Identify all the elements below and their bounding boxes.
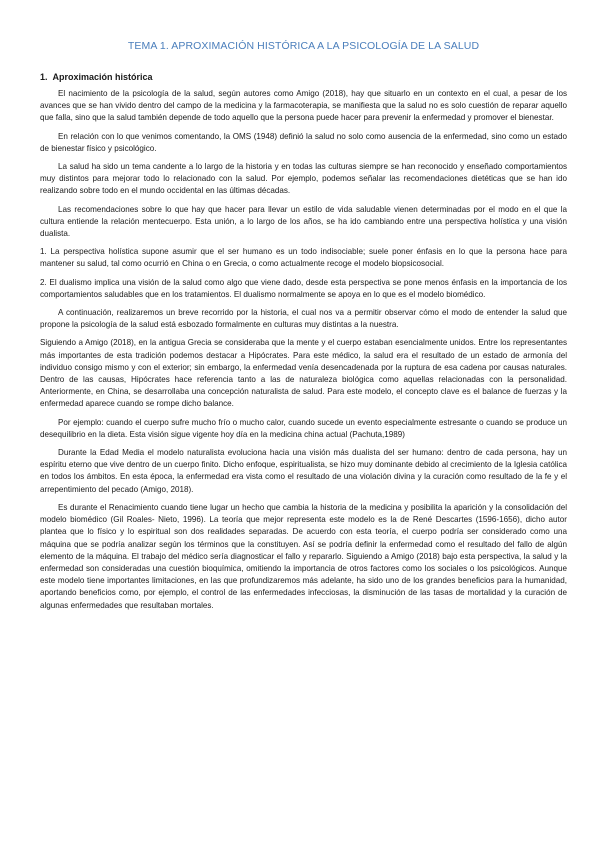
paragraph-oms: En relación con lo que venimos comentando, la OMS (1948) definió la salud no solo como ausencia de la enfermedad, sino como un estado de bienestar físico y psicológico. bbox=[40, 131, 567, 153]
paragraph-example: Por ejemplo: cuando el cuerpo sufre mucho frío o mucho calor, cuando sucede un evento especialmente estresante o cuando se produce un desequilibrio en la dieta. Esta visión sigue vigente hoy día en la medicina china actual (Pachuta,1989) bbox=[40, 417, 567, 439]
paragraph-renaissance: Es durante el Renacimiento cuando tiene lugar un hecho que cambia la historia de la medicina y posibilita la aparición y la consolidación del modelo biomédico (Gil Roales- Nieto, 1996). La teoría que mejor representa este modelo es la de René Descartes (1596-1656), dicho autor plantea que lo físico y lo espiritual son dos realidades separadas. De acuerdo con esta teoría, el cuerpo podría ser considerado como una máquina que se podría analizar según los términos que la constituyen. Así se podría definir la enfermedad como el resultado del fallo de algún elemento de la máquina. El trabajo del médico sería diagnosticar el fallo y repararlo. Siguiendo a Amigo (2018) bajo esta perspectiva, la salud y la enfermedad son consideradas una cuestión bioquímica, omitiendo la importancia de otros factores como los sociales o los psicológicos. Aunque este modelo tiene importantes limitaciones, en las que profundizaremos más adelante, ha sido uno de los grandes beneficios para la humanidad, aportando beneficios como, por ejemplo, el control de las enfermedades infecciosas, la disminución de las tasas de mortalidad y la curación de algunas enfermedades que resultaban mortales. bbox=[40, 502, 567, 610]
section-number: 1. bbox=[40, 72, 48, 82]
document-title: TEMA 1. APROXIMACIÓN HISTÓRICA A LA PSICOLOGÍA DE LA SALUD bbox=[127, 40, 480, 52]
paragraph-recommendations: Las recomendaciones sobre lo que hay que hacer para llevar un estilo de vida saludable vienen determinadas por el modo en el que la cultura entiende la relación mentecuerpo. Esta unión, a lo largo de los años, se ha ido cambiando entre una perspectiva holística y una visión dualista. bbox=[40, 204, 567, 239]
paragraph-history: La salud ha sido un tema candente a lo largo de la historia y en todas las culturas siempre se han reconocido y enseñado comportamientos muy distintos para mejorar todo lo relacionado con la salud. Por ejemplo, podemos señalar las recomendaciones dietéticas que se han ido realizando sobre todo en el mundo occidental en las últimas décadas. bbox=[40, 162, 567, 196]
paragraph-continuation: A continuación, realizaremos un breve recorrido por la historia, el cual nos va a permitir observar cómo el modo de entender la salud que propone la psicología de la salud está esbozado formalmente en culturas muy distintas a la nuestra. bbox=[40, 308, 567, 330]
section-heading-text: Aproximación histórica bbox=[52, 72, 153, 82]
paragraph-greece: Siguiendo a Amigo (2018), en la antigua Grecia se consideraba que la mente y el cuerpo estaban esencialmente unidos. Entre los representantes más importantes de esta tradición podemos destacar a Hipócrates. Para este médico, la salud era el resultado de un estado de armonía del individuo consigo mismo y con el exterior; sin embargo, la enfermedad venía desencadenada por la ruptura de esa cadena por causas naturales. Dentro de las causas, Hipócrates hace referencia tanto a las de naturaleza biológica como aquellas relacionadas con la personalidad. Anteriormente, en China, se desarrollaba una concepción naturalista de salud. Para este modelo, el concepto clave es el balance de fuerzas y la enfermedad aparece cuando se rompe dicho balance. bbox=[40, 338, 567, 409]
paragraph-origin: El nacimiento de la psicología de la salud, según autores como Amigo (2018), hay que situarlo en un contexto en el cual, a pesar de los avances que se han vivido dentro del campo de la medicina y la farmacoterapia, se manifiesta que la salud no es solo cuestión de reparar aquello que falla, sino que la salud también depende de todo aquello que la persona puede hacer para prevenir la enfermedad y promover el bienestar. bbox=[40, 89, 567, 123]
paragraph-dualism: 2. El dualismo implica una visión de la salud como algo que viene dado, desde esta perspectiva se pone menos énfasis en la importancia de los comportamientos saludables que en los tratamientos. El dualismo normalmente se apoya en lo que es el modelo biomédico. bbox=[40, 277, 567, 299]
paragraph-holistic: 1. La perspectiva holística supone asumir que el ser humano es un todo indisociable; suele poner énfasis en lo que la persona hace para mantener su salud, tal como ocurrió en China o en Grecia, o como actualmente recoge el modelo biopsicosocial. bbox=[40, 247, 567, 269]
section-heading bbox=[40, 72, 567, 82]
paragraph-middle-ages: Durante la Edad Media el modelo naturalista evoluciona hacia una visión más dualista del ser humano: dentro de cada persona, hay un espíritu eterno que vive dentro de un cuerpo finito. Dicho enfoque, espiritualista, se hizo muy dominante debido al crecimiento de la Iglesia católica en todos los ámbitos. En esta época, la enfermedad era vista como el resultado de una violación divina y la curación como resultado de la fe y el arrepentimiento del pecado (Amigo, 2018). bbox=[40, 448, 567, 494]
